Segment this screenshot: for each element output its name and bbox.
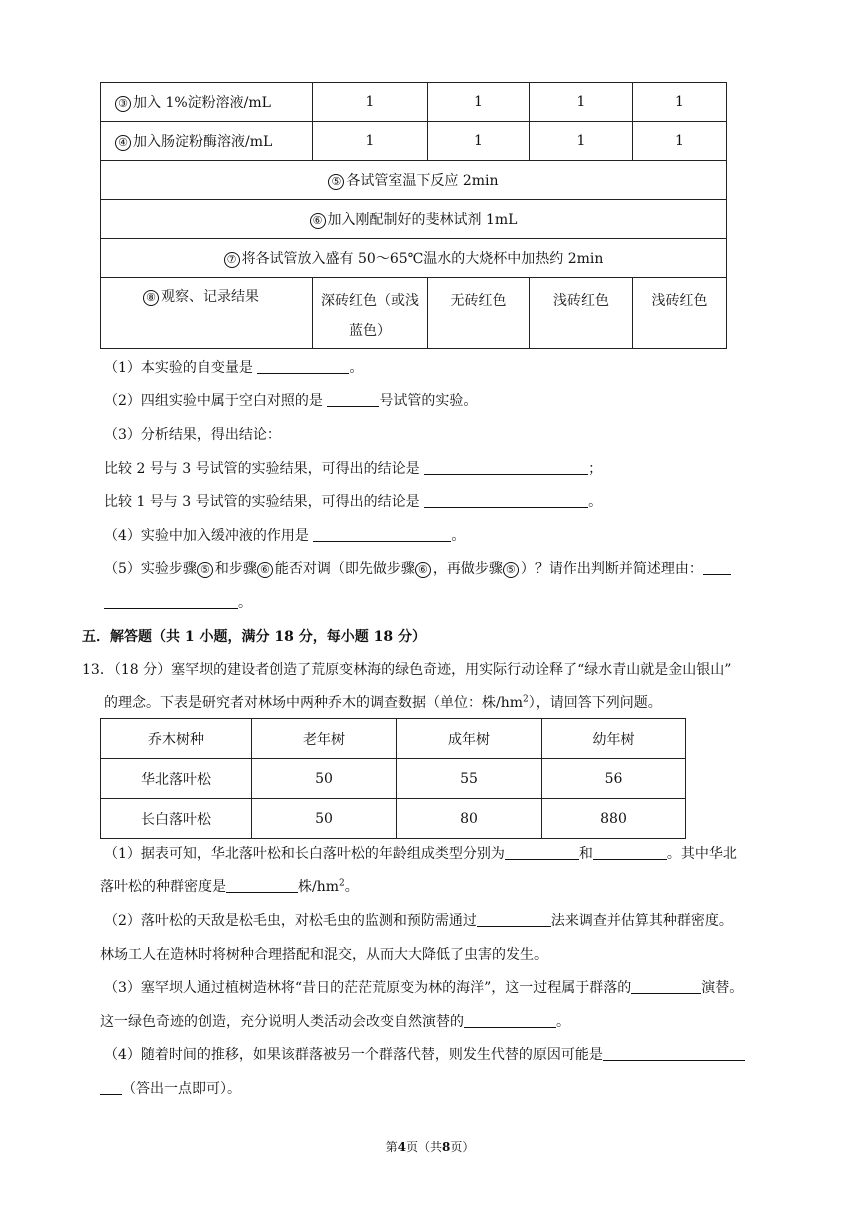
tree-survey-table <box>100 718 686 839</box>
header-cell: 老年树 <box>252 719 397 759</box>
step-number: ⑧ <box>143 290 159 306</box>
cell: 56 <box>542 759 686 799</box>
merged-step: ⑦ 将各试管放入盛有 50～65℃温水的大烧杯中加热约 2min <box>101 239 727 278</box>
section-title: 五．解答题（共 1 小题，满分 18 分，每小题 18 分） <box>82 629 426 645</box>
answer-blank[interactable] <box>593 845 667 860</box>
answer-blank[interactable] <box>424 460 588 475</box>
question-12-4: （4）实验中加入缓冲液的作用是 。 <box>104 528 466 544</box>
cell: 浅砖红色 <box>633 278 727 349</box>
table-row <box>101 759 686 799</box>
cell: 50 <box>252 799 397 839</box>
step-number: ⑥ <box>415 562 431 578</box>
table-row <box>101 161 727 200</box>
answer-blank[interactable] <box>603 1046 745 1061</box>
table-row <box>101 122 727 161</box>
question-13-4: （4）随着时间的推移，如果该群落被另一个群落代替，则发生代替的原因可能是 <box>104 1044 745 1064</box>
merged-step: ⑤ 各试管室温下反应 2min <box>101 161 727 200</box>
row-label: ④ 加入肠淀粉酶溶液/mL <box>101 122 313 161</box>
cell: 深砖红色（或浅蓝色） <box>313 278 428 349</box>
question-13-2: （2）落叶松的天敌是松毛虫，对松毛虫的监测和预防需通过 法来调查并估算其种群密度。 <box>104 913 733 929</box>
question-12-5: （5）实验步骤 ⑤ 和步骤 ⑥ 能否对调（即先做步骤 ⑥ ，再做步骤 ⑤ ）？请作出判断并简述理由： <box>104 558 731 578</box>
row-label: ③ 加入 1%淀粉溶液/mL <box>101 83 313 122</box>
cell: 1 <box>313 83 428 122</box>
step-number: ⑦ <box>224 252 240 268</box>
table-row <box>101 200 727 239</box>
header-cell: 幼年树 <box>542 719 686 759</box>
step-number: ⑤ <box>197 562 213 578</box>
page-total: 8 <box>442 1140 451 1154</box>
question-12-1: （1）本实验的自变量是 。 <box>104 360 364 376</box>
question-12-2: （2）四组实验中属于空白对照的是 号试管的实验。 <box>104 393 478 409</box>
table-row <box>101 239 727 278</box>
cell: 华北落叶松 <box>101 759 252 799</box>
answer-blank[interactable] <box>464 1013 556 1028</box>
cell: 50 <box>252 759 397 799</box>
cell: 1 <box>428 83 530 122</box>
merged-step: ⑥ 加入刚配制好的斐林试剂 1mL <box>101 200 727 239</box>
question-12-3a: 比较 2 号与 3 号试管的实验结果，可得出的结论是 ； <box>104 461 603 477</box>
question-13-1-cont: 落叶松的种群密度是 株$/hm^2$。 <box>100 878 359 895</box>
header-cell: 乔木树种 <box>101 719 252 759</box>
answer-blank[interactable] <box>505 845 579 860</box>
table-row <box>101 278 727 349</box>
page-number: 4 <box>397 1140 406 1154</box>
question-13-3: （3）塞罕坝人通过植树造林将“昔日的茫茫荒原变为林的海洋”，这一过程属于群落的 演替。 <box>104 980 744 996</box>
question-13-stem: 13．（18 分）塞罕坝的建设者创造了荒原变林海的绿色奇迹，用实际行动诠释了“绿水青山就是金山银山” <box>82 662 732 678</box>
cell: 1 <box>530 83 633 122</box>
step-number: ⑥ <box>257 562 273 578</box>
answer-blank[interactable] <box>226 878 298 893</box>
answer-blank[interactable] <box>477 912 551 927</box>
question-13-stem-2: 的理念。下表是研究者对林场中两种乔木的调查数据（单位：株$/hm^2$），请回答下列问题。 <box>104 694 662 711</box>
question-13-4-cont: （答出一点即可）。 <box>100 1078 241 1098</box>
header-cell: 成年树 <box>397 719 542 759</box>
answer-blank[interactable] <box>313 527 451 542</box>
page-footer: 第4页（共8页） <box>385 1140 475 1154</box>
answer-blank[interactable] <box>631 979 701 994</box>
cell: 1 <box>530 122 633 161</box>
cell: 1 <box>428 122 530 161</box>
answer-blank[interactable] <box>100 1080 122 1095</box>
answer-blank[interactable] <box>257 359 349 374</box>
row-label: ⑧ 观察、记录结果 <box>101 278 313 349</box>
cell: 无砖红色 <box>428 278 530 349</box>
answer-blank[interactable] <box>104 594 238 609</box>
experiment-table-area <box>100 82 726 349</box>
answer-blank[interactable] <box>703 560 731 575</box>
cell: 80 <box>397 799 542 839</box>
table-header-row <box>101 719 686 759</box>
question-13-3-cont: 这一绿色奇迹的创造，充分说明人类活动会改变自然演替的 。 <box>100 1014 570 1030</box>
cell: 长白落叶松 <box>101 799 252 839</box>
question-13-2-cont: 林场工人在造林时将树种合理搭配和混交，从而大大降低了虫害的发生。 <box>100 947 548 963</box>
step-number: ⑤ <box>503 562 519 578</box>
cell: 浅砖红色 <box>530 278 633 349</box>
cell: 1 <box>633 122 727 161</box>
step-number: ④ <box>115 135 131 151</box>
answer-blank[interactable] <box>327 392 379 407</box>
question-13-1: （1）据表可知，华北落叶松和长白落叶松的年龄组成类型分别为 和 。其中华北 <box>104 846 737 862</box>
step-number: ⑥ <box>310 213 326 229</box>
table-row <box>101 799 686 839</box>
question-12-5-cont: 。 <box>104 592 252 612</box>
question-12-3b: 比较 1 号与 3 号试管的实验结果，可得出的结论是 。 <box>104 494 603 510</box>
table-row <box>101 83 727 122</box>
cell: 55 <box>397 759 542 799</box>
cell: 880 <box>542 799 686 839</box>
experiment-table <box>100 82 727 349</box>
answer-blank[interactable] <box>424 493 588 508</box>
step-number: ③ <box>115 96 131 112</box>
cell: 1 <box>633 83 727 122</box>
question-12-3: （3）分析结果，得出结论： <box>104 427 281 443</box>
step-number: ⑤ <box>328 174 344 190</box>
cell: 1 <box>313 122 428 161</box>
